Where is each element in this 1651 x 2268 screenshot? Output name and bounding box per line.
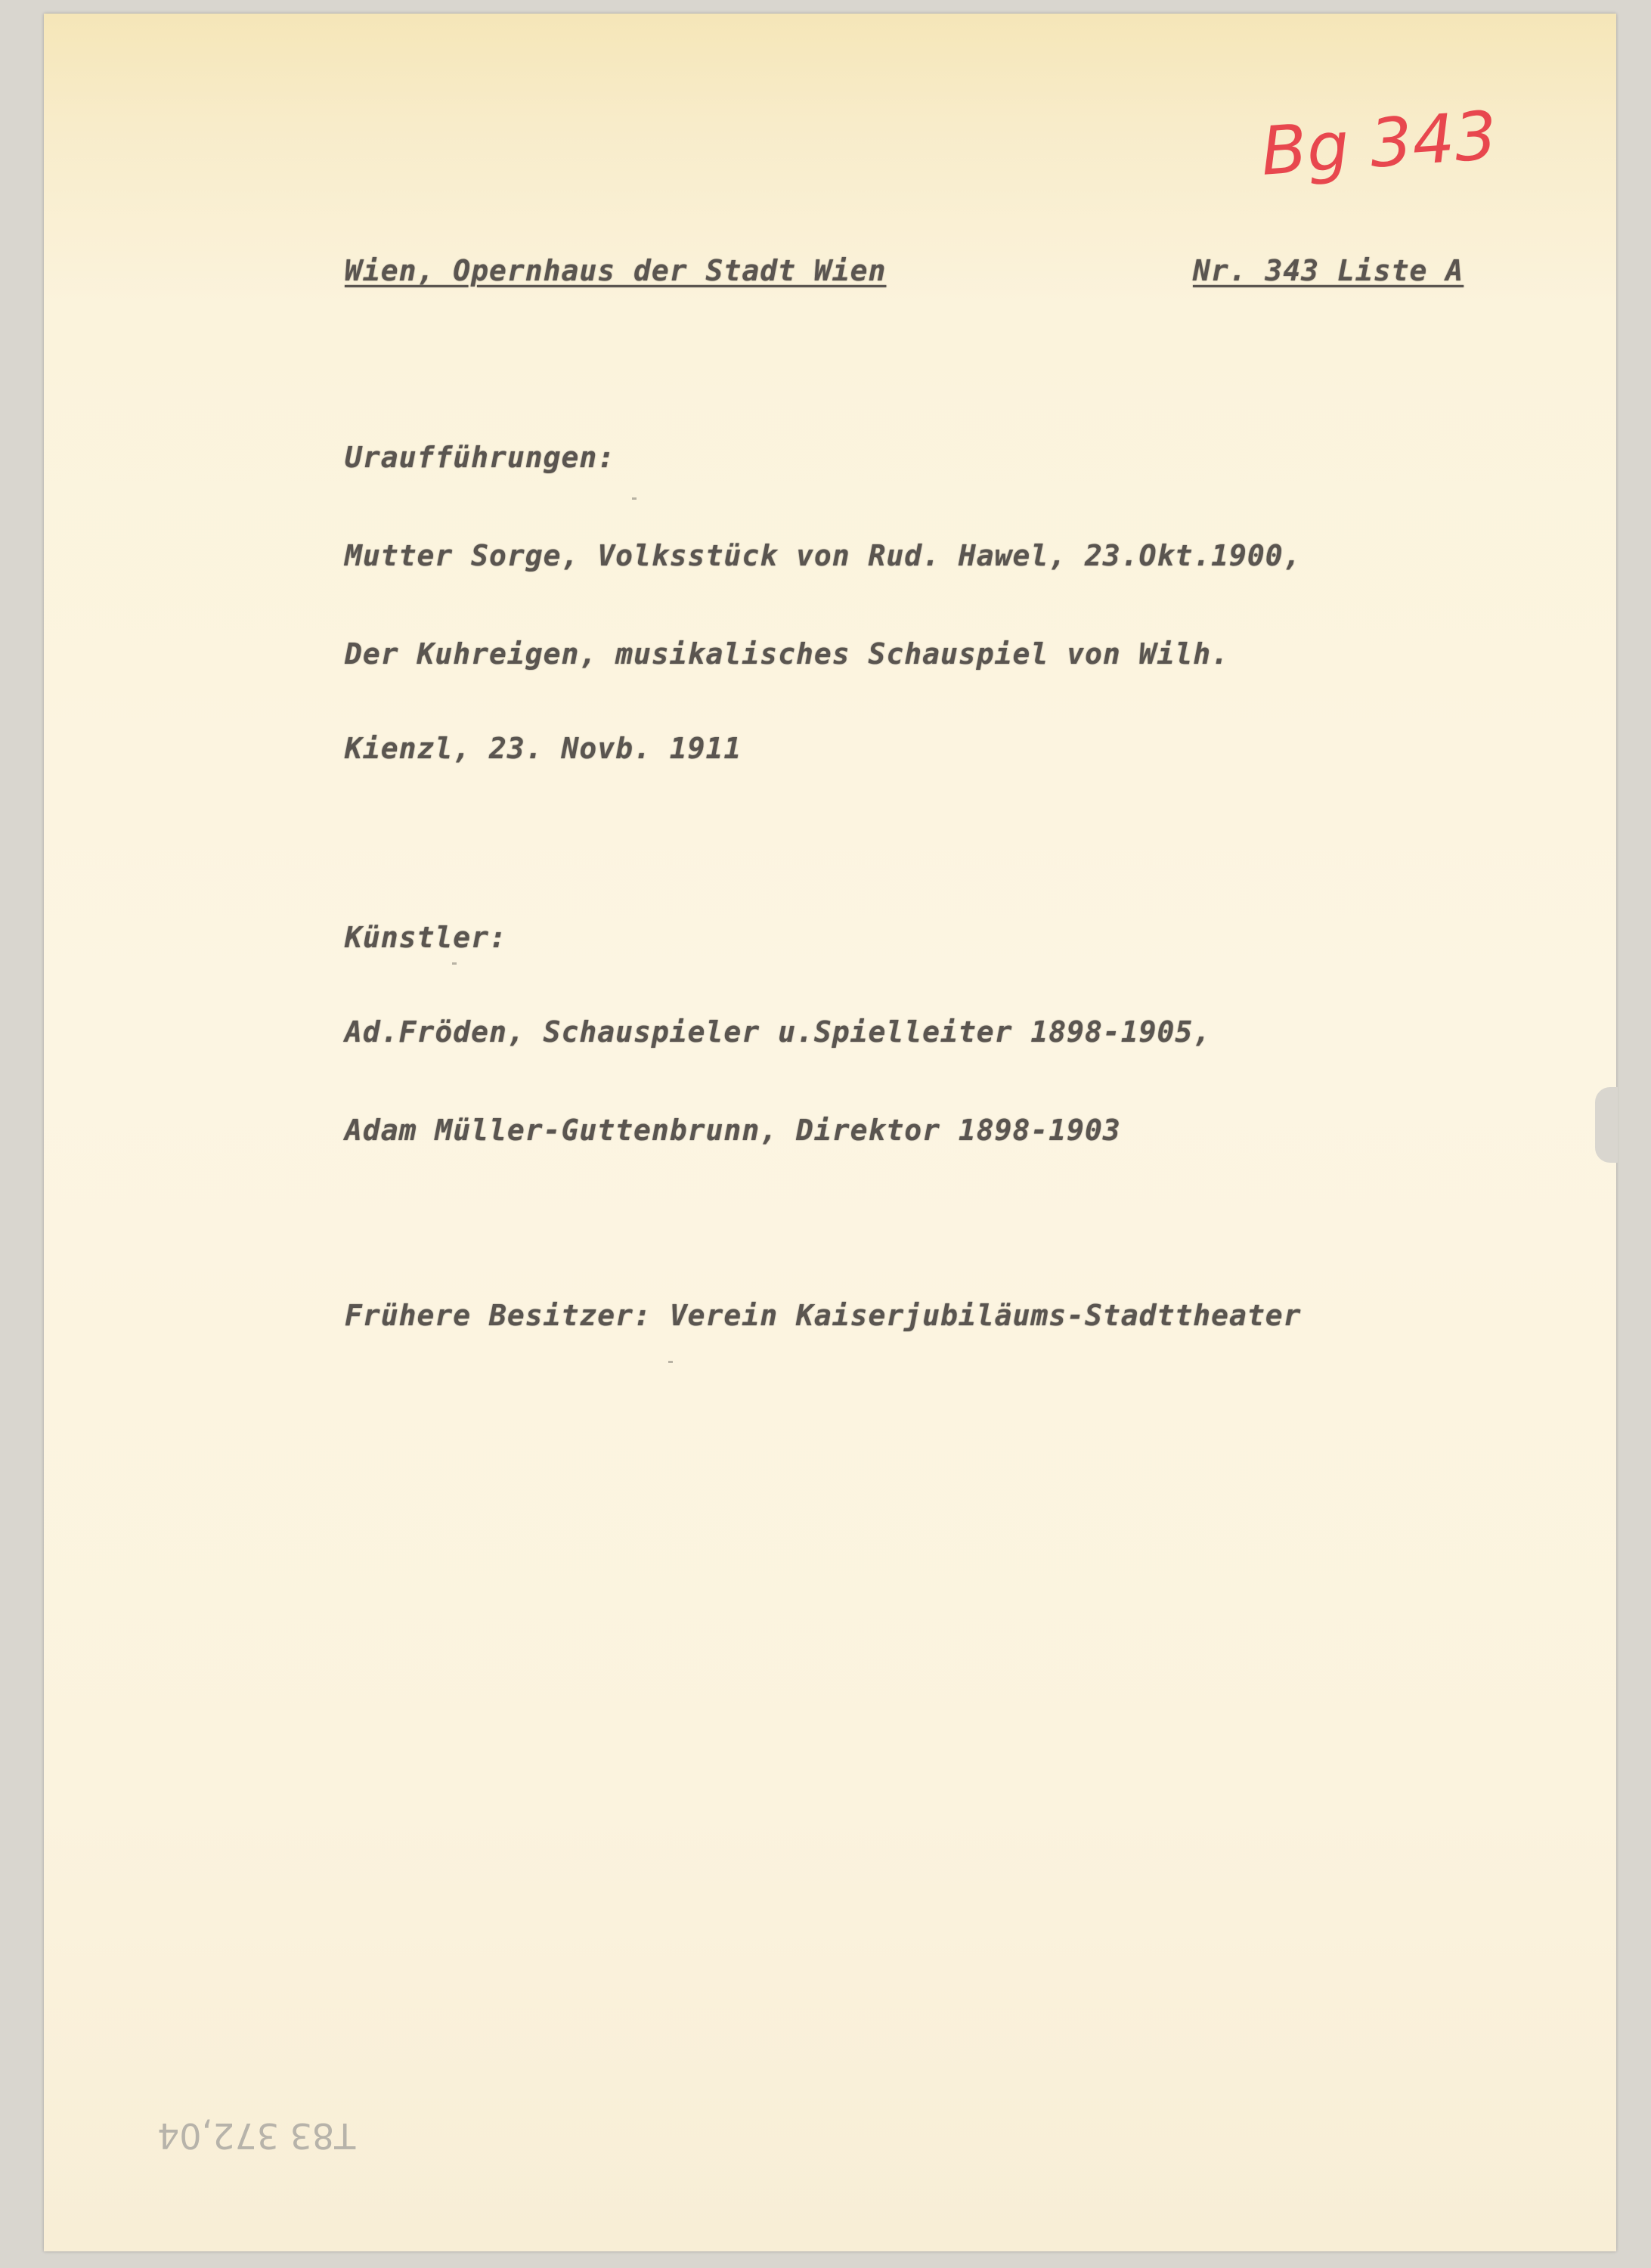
paper-edge-notch <box>1595 1087 1618 1163</box>
artist-line-1: Ad.Fröden, Schauspieler u.Spielleiter 1898-1905, <box>345 1015 1212 1049</box>
artist-line-2: Adam Müller-Guttenbrunn, Direktor 1898-1903 <box>345 1114 1121 1147</box>
premieres-heading: Uraufführungen: <box>345 441 616 474</box>
paper-speck <box>452 962 457 965</box>
premiere-line-2: Der Kuhreigen, musikalisches Schauspiel von Wilh. <box>345 637 1230 671</box>
header-title: Wien, Opernhaus der Stadt Wien <box>345 254 887 287</box>
header-number: Nr. 343 Liste A <box>1193 254 1464 287</box>
premiere-line-3: Kienzl, 23. Novb. 1911 <box>345 732 742 765</box>
archive-mark: Bg 343 <box>1258 96 1500 191</box>
artists-heading: Künstler: <box>345 921 507 954</box>
document-page <box>44 14 1616 2251</box>
premiere-line-1: Mutter Sorge, Volksstück von Rud. Hawel, 23.Okt.1900, <box>345 539 1302 572</box>
paper-speck <box>668 1361 673 1363</box>
paper-speck <box>632 497 637 500</box>
pencil-note: T83 372,04 <box>157 2115 356 2156</box>
previous-owners: Frühere Besitzer: Verein Kaiserjubiläums-Stadttheater <box>345 1299 1302 1332</box>
